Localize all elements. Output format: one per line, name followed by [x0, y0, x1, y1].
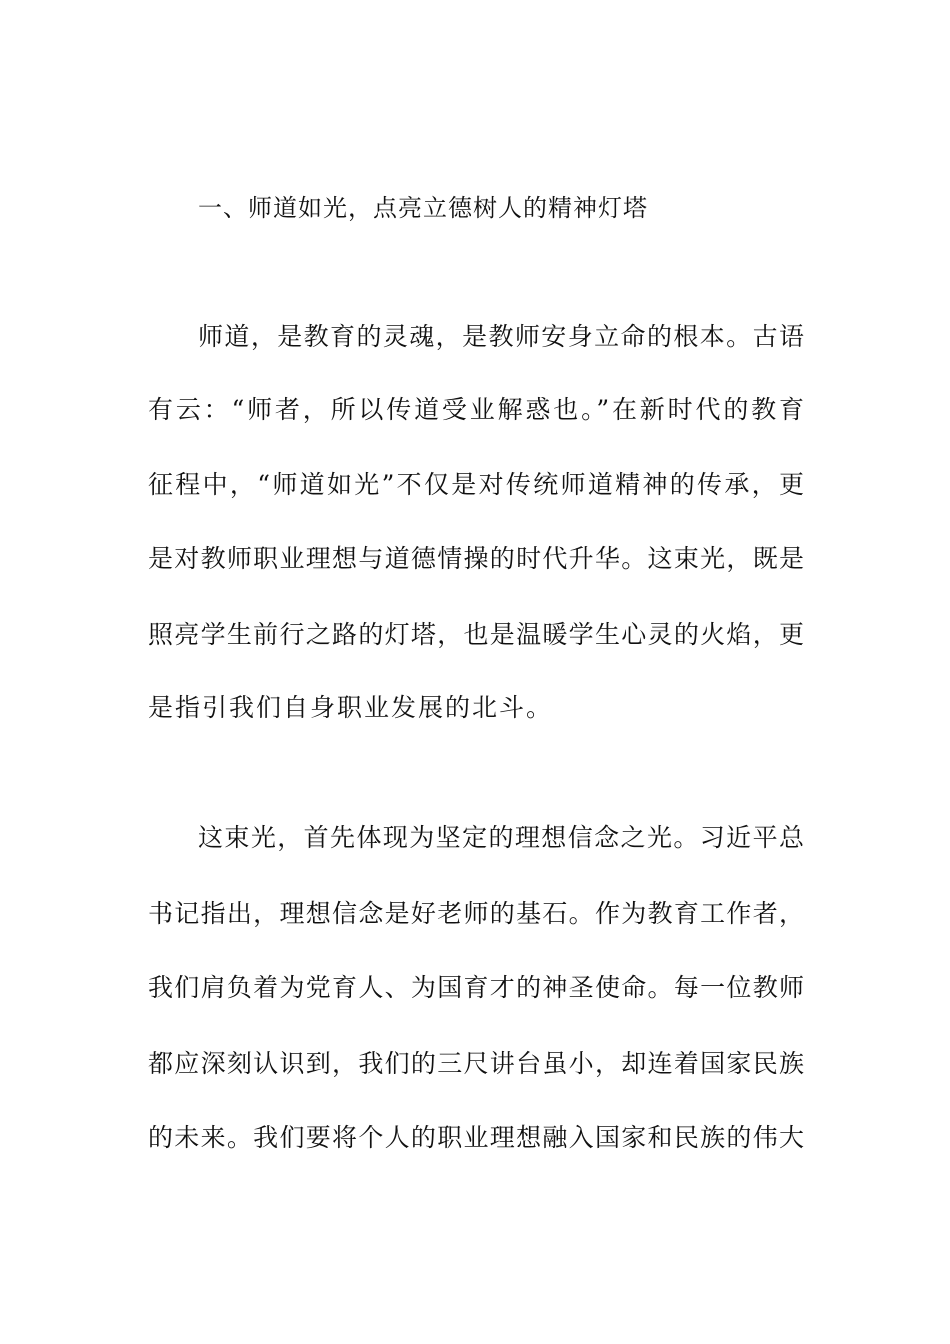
paragraph-line: 这束光，首先体现为坚定的理想信念之光。习近平总 [198, 823, 804, 852]
paragraph-line: 有云：“师者，所以传道受业解惑也。”在新时代的教育 [148, 395, 804, 424]
paragraph-line: 的未来。我们要将个人的职业理想融入国家和民族的伟大 [148, 1123, 804, 1152]
paragraph-line: 书记指出，理想信念是好老师的基石。作为教育工作者， [148, 899, 804, 928]
paragraph-line: 师道，是教育的灵魂，是教师安身立命的根本。古语 [198, 322, 804, 351]
paragraph-line: 是对教师职业理想与道德情操的时代升华。这束光，既是 [148, 544, 804, 573]
paragraph-line: 是指引我们自身职业发展的北斗。 [148, 693, 554, 722]
paragraph-line: 征程中，“师道如光”不仅是对传统师道精神的传承，更 [148, 470, 804, 499]
paragraph-line: 我们肩负着为党育人、为国育才的神圣使命。每一位教师 [148, 973, 804, 1002]
paragraph-line: 都应深刻认识到，我们的三尺讲台虽小，却连着国家民族 [148, 1049, 804, 1078]
paragraph-line: 照亮学生前行之路的灯塔，也是温暖学生心灵的火焰，更 [148, 620, 804, 649]
section-heading: 一、师道如光，点亮立德树人的精神灯塔 [198, 194, 648, 222]
